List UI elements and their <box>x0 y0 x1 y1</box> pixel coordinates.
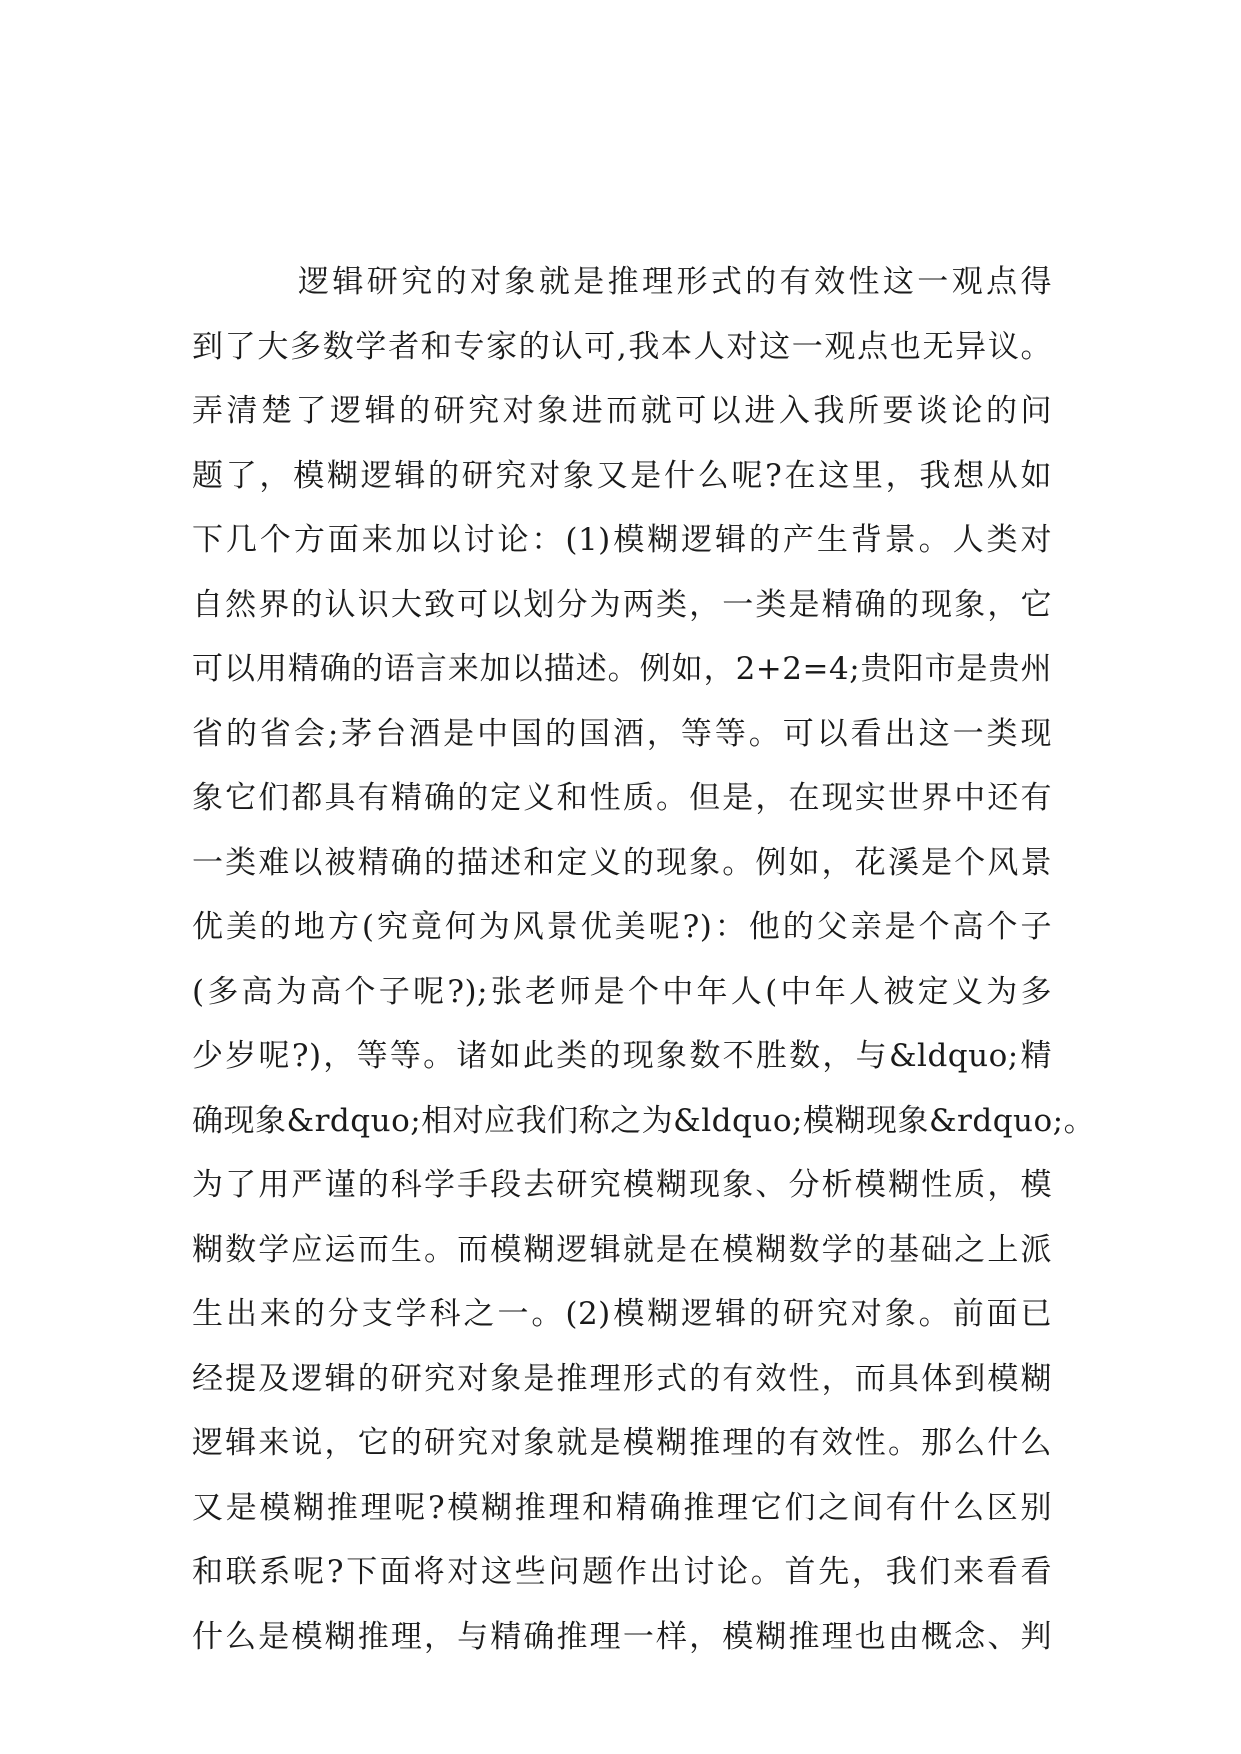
text-line: 和联系呢?下面将对这些问题作出讨论。首先，我们来看看 <box>192 1554 1052 1590</box>
text-line: 生出来的分支学科之一。(2)模糊逻辑的研究对象。前面已 <box>192 1296 1052 1332</box>
text-line: 经提及逻辑的研究对象是推理形式的有效性，而具体到模糊 <box>192 1360 1052 1397</box>
text-line: 少岁呢?)，等等。诸如此类的现象数不胜数，与&ldquo;精 <box>192 1038 1052 1074</box>
text-line: 优美的地方(究竟何为风景优美呢?)：他的父亲是个高个子 <box>192 909 1052 945</box>
text-line: (多高为高个子呢?);张老师是个中年人(中年人被定义为多 <box>192 973 1052 1010</box>
text-line: 为了用严谨的科学手段去研究模糊现象、分析模糊性质，模 <box>192 1167 1052 1203</box>
text-line: 自然界的认识大致可以划分为两类，一类是精确的现象，它 <box>192 586 1052 623</box>
text-line: 糊数学应运而生。而模糊逻辑就是在模糊数学的基础之上派 <box>192 1231 1052 1268</box>
text-line: 题了，模糊逻辑的研究对象又是什么呢?在这里，我想从如 <box>192 457 1052 494</box>
body-paragraph <box>192 250 1096 1669</box>
text-line: 逻辑研究的对象就是推理形式的有效性这一观点得 <box>298 264 1052 300</box>
text-line: 一类难以被精确的描述和定义的现象。例如，花溪是个风景 <box>192 844 1052 881</box>
text-line: 省的省会;茅台酒是中国的国酒，等等。可以看出这一类现 <box>192 715 1052 752</box>
text-line: 确现象&rdquo;相对应我们称之为&ldquo;模糊现象&rdquo;。 <box>192 1102 1096 1139</box>
text-line: 到了大多数学者和专家的认可,我本人对这一观点也无异议。 <box>192 328 1052 365</box>
text-line: 又是模糊推理呢?模糊推理和精确推理它们之间有什么区别 <box>192 1489 1052 1526</box>
text-line: 逻辑来说，它的研究对象就是模糊推理的有效性。那么什么 <box>192 1425 1052 1461</box>
text-line: 弄清楚了逻辑的研究对象进而就可以进入我所要谈论的问 <box>192 393 1052 429</box>
text-line: 象它们都具有精确的定义和性质。但是，在现实世界中还有 <box>192 780 1052 816</box>
text-line: 什么是模糊推理，与精确推理一样，模糊推理也由概念、判 <box>192 1618 1052 1655</box>
text-line: 下几个方面来加以讨论：(1)模糊逻辑的产生背景。人类对 <box>192 522 1052 558</box>
text-line: 可以用精确的语言来加以描述。例如，2+2=4;贵阳市是贵州 <box>192 651 1052 687</box>
